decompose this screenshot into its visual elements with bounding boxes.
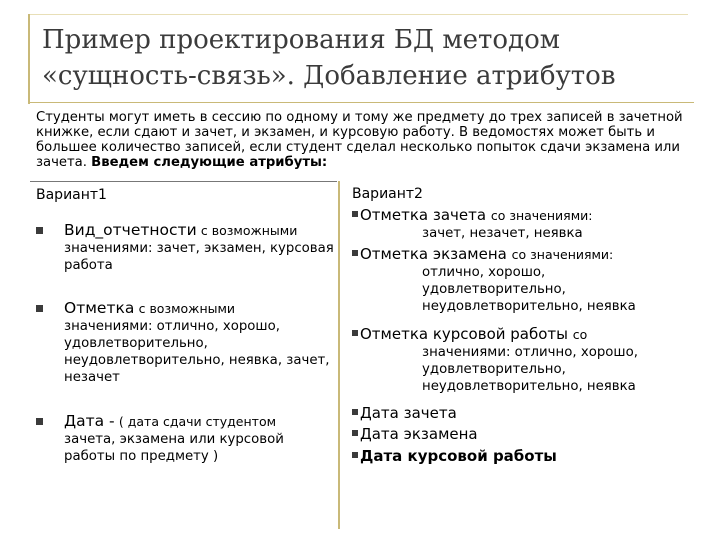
title-line-1: Пример проектирования БД методом [42, 25, 560, 55]
attribute-lead: с возможными [200, 223, 298, 238]
bullet-square-icon [36, 418, 43, 425]
left-column-rule [30, 181, 337, 182]
intro-paragraph [36, 110, 686, 170]
variant2-item-3 [352, 325, 692, 395]
intro-emphasis: Введем следующие атрибуты: [91, 155, 328, 170]
bullet-square-icon [352, 330, 358, 336]
variant2-item-2 [352, 245, 692, 315]
variant2-item-4 [352, 404, 692, 423]
attribute-suffix: со значениями: [511, 247, 614, 262]
attribute-values: значениями: отлично, хорошо, удовлетворительно, неудовлетворительно, неявка, зачет, незачет [64, 319, 330, 385]
attribute-name: Отметка зачета [360, 206, 487, 224]
variant1-item-3 [36, 413, 336, 465]
attribute-values: значениями: зачет, экзамен, курсовая работа [64, 241, 334, 273]
bullet-square-icon [352, 452, 358, 458]
attribute-suffix: со значениями: [490, 208, 593, 223]
bullet-square-icon [36, 305, 43, 312]
attribute-lead: ( дата сдачи студентом [118, 414, 277, 429]
variant2-item-1 [352, 206, 692, 242]
attribute-values: отлично, хорошо, удовлетворительно, неудовлетворительно, неявка [422, 265, 636, 314]
bullet-square-icon [352, 409, 358, 415]
column-divider [338, 181, 340, 529]
attribute-values: зачета, экзамена или курсовой работы по предмету ) [64, 432, 284, 464]
attribute-name: Дата курсовой работы [360, 447, 557, 465]
attribute-lead: с возможными [138, 301, 236, 316]
bullet-square-icon [352, 430, 358, 436]
attribute-suffix: со [572, 327, 588, 342]
slide-title [42, 22, 682, 94]
variant1-item-2 [36, 300, 336, 386]
attribute-name: Отметка экзамена [360, 245, 507, 263]
title-underline [28, 102, 694, 103]
variant1-item-1 [36, 222, 336, 274]
attribute-name: Вид_отчетности [64, 221, 197, 239]
attribute-values: значениями: отлично, хорошо, удовлетворительно, неудовлетворительно, неявка [422, 345, 638, 394]
variant2-item-5 [352, 425, 692, 444]
intro-text: Студенты могут иметь в сессию по одному и тому же предмету до трех записей в зачетной книжке, если сдают и зачет, и экзамен, и курсовую работу. В ведомостях может быть и большее количество записей, если студент сделал несколько попыток сдачи экзамена или зачета. [36, 110, 683, 170]
bullet-square-icon [352, 250, 358, 256]
title-line-2: «сущность-связь». Добавление атрибутов [42, 61, 616, 91]
attribute-name: Дата экзамена [360, 425, 478, 443]
title-frame-left [28, 14, 30, 104]
attribute-name: Дата - [64, 412, 115, 430]
variant1-heading: Вариант1 [36, 187, 107, 203]
variant2-heading: Вариант2 [352, 186, 423, 202]
attribute-name: Отметка курсовой работы [360, 325, 568, 343]
attribute-name: Отметка [64, 299, 135, 317]
bullet-square-icon [352, 211, 358, 217]
bullet-square-icon [36, 227, 43, 234]
variant2-item-6 [352, 447, 692, 466]
title-frame-top [28, 14, 688, 15]
attribute-name: Дата зачета [360, 404, 457, 422]
attribute-values: зачет, незачет, неявка [422, 226, 583, 241]
